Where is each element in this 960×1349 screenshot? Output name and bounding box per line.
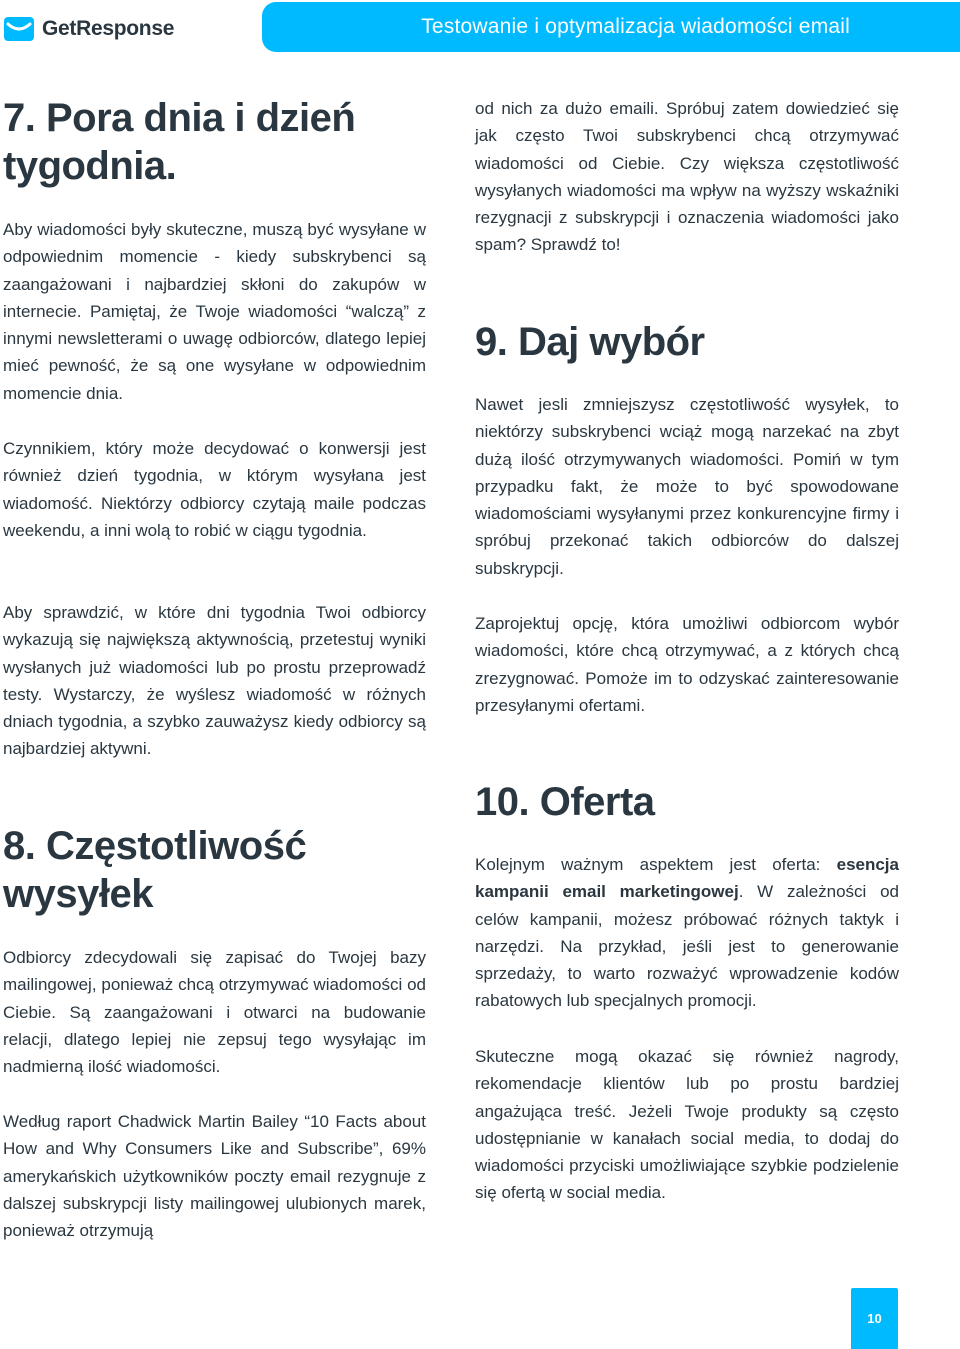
- section-7-paragraph-1: Aby wiadomości były skuteczne, muszą być wysyłane w odpowiednim momencie - kiedy subskrybenci są zaangażowani i najbardziej skłoni do zakupów w internecie. Pamiętaj, że Twoje wiadomości “walczą” z innymi newsletterami o uwagę odbiorców, dlatego lepiej mieć pewność, że są one wysyłane w odpowiednim momencie dnia.: [3, 220, 426, 403]
- text-run: . W zależności od celów kampanii, możesz próbować różnych taktyk i narzędzi. Na przykład, jeśli jest to generowanie sprzedaży, to warto rozważyć wprowadzenie kodów rabatowych lub specjalnych promocji.: [475, 882, 899, 1011]
- section-8-paragraph-3: od nich za dużo emaili. Spróbuj zatem dowiedzieć się jak często Twoi subskrybenci chcą otrzymywać wiadomości od Ciebie. Czy większa częstotliwość wysyłanych wiadomości ma wpływ na wyższy wskaźniki rezygnacji z subskrypcji i oznaczenia wiadomości jako spam? Sprawdź to!: [475, 99, 899, 255]
- page-number: 10: [851, 1288, 898, 1349]
- section-8-heading: 8. Częstotliwość wysyłek: [3, 824, 307, 916]
- paragraph: [475, 851, 899, 1015]
- document-title: Testowanie i optymalizacja wiadomości email: [421, 15, 850, 38]
- section-10-paragraph-1: [475, 851, 899, 1015]
- getresponse-logo: [4, 12, 174, 46]
- paragraph: [3, 435, 426, 544]
- section-9-heading-wrap: [475, 318, 899, 366]
- section-10-heading: 10. Oferta: [475, 780, 655, 824]
- header-banner: [262, 2, 960, 52]
- section-7-heading: 7. Pora dnia i dzień tygodnia.: [3, 96, 356, 188]
- envelope-icon: [4, 17, 34, 41]
- section-8-paragraph-2: Według raport Chadwick Martin Bailey “10 Facts about How and Why Consumers Like and Subscribe”, 69% amerykańskich użytkowników poczty email rezygnuje z dalszej subskrypcji listy mailingowej ulubionych marek, ponieważ otrzymują: [3, 1112, 426, 1241]
- section-7-heading-wrap: [3, 94, 426, 190]
- section-9-heading: 9. Daj wybór: [475, 320, 705, 364]
- paragraph: [3, 216, 426, 407]
- section-9-paragraph-2: Zaprojektuj opcję, która umożliwi odbiorcom wybór wiadomości, które chcą otrzymywać, a z których chcą zrezygnować. Pomoże im to odzyskać zainteresowanie przesyłanymi ofertami.: [475, 614, 899, 715]
- paragraph: [475, 1043, 899, 1207]
- section-9-paragraph-1: Nawet jesli zmniejszysz częstotliwość wysyłek, to niektórzy subskrybenci wciąż mogą narzekać na zbyt dużą ilość otrzymywanych wiadomości. Pomiń w tym przypadku fakt, że może to być spowodowane wiadomościami wysyłanymi przez konkurencyjne firmy i spróbuj przekonać takich odbiorców do dalszej subskrypcji.: [475, 395, 899, 578]
- section-7-paragraph-2: Czynnikiem, który może decydować o konwersji jest również dzień tygodnia, w którym wysyłana jest wiadomość. Niektórzy odbiorcy czytają maile podczas weekendu, a inni wolą to robić w ciągu tygodnia.: [3, 439, 426, 540]
- paragraph: [475, 391, 899, 582]
- text-run: Kolejnym ważnym aspektem jest oferta:: [475, 855, 837, 874]
- paragraph: [475, 95, 899, 259]
- section-8-paragraph-1: Odbiorcy zdecydowali się zapisać do Twojej bazy mailingowej, ponieważ chcą otrzymywać wiadomości od Ciebie. Są zaangażowani i otwarci na budowanie relacji, dlatego lepiej nie zepsuj tego wysyłając im nadmierną ilość wiadomości.: [3, 948, 426, 1077]
- section-7-paragraph-3: Aby sprawdzić, w które dni tygodnia Twoi odbiorcy wykazują się największą aktywnością, przetestuj wyniki wysłanych już wiadomości lub po prostu przeprowadź testy. Wystarczy, że wyślesz wiadomość w różnych dniach tygodnia, a szybko zauważysz kiedy odbiorcy są najbardziej aktywni.: [3, 603, 426, 759]
- paragraph: [3, 599, 426, 763]
- section-10-heading-wrap: [475, 778, 899, 826]
- paragraph: [3, 1108, 426, 1244]
- section-8-heading-wrap: [3, 822, 426, 918]
- bold-text-run: esencja kampanii email marketingowej: [475, 855, 899, 902]
- paragraph: [475, 610, 899, 719]
- logo-text: GetResponse: [42, 17, 175, 40]
- paragraph: [3, 944, 426, 1080]
- section-10-paragraph-2: Skuteczne mogą okazać się również nagrody, rekomendacje klientów lub po prostu bardziej angażująca treść. Jeżeli Twoje produkty są często udostępnianie w kanałach social media, to dodaj do wiadomości przyciski umożliwiające szybkie podzielenie się ofertą w social media.: [475, 1047, 899, 1203]
